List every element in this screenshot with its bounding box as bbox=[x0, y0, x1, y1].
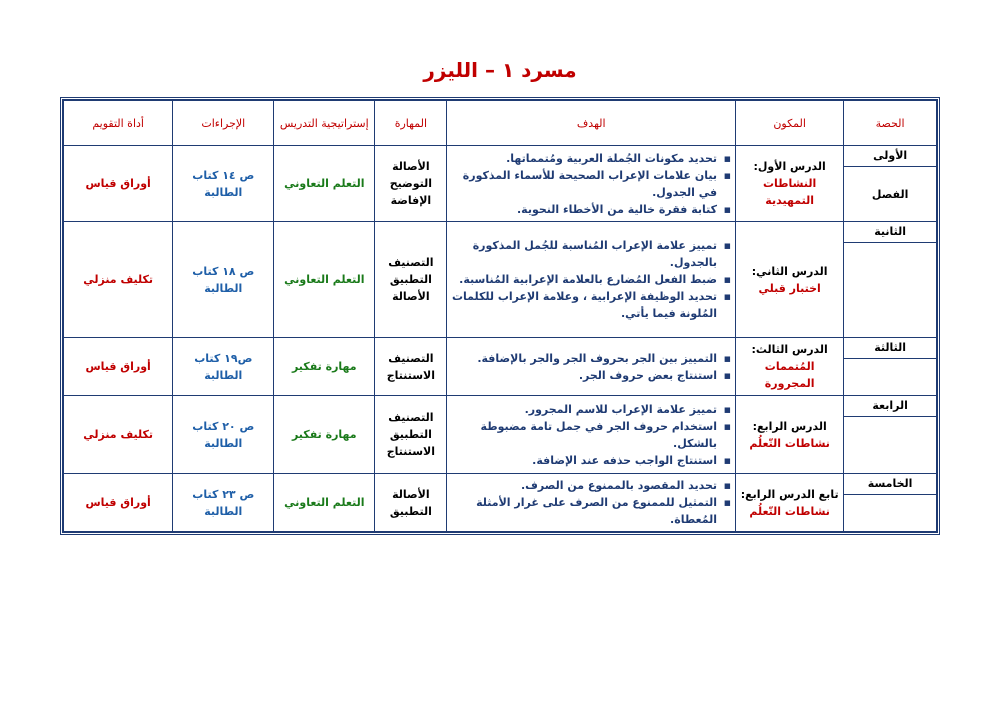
session-label: الخامسة bbox=[844, 474, 936, 495]
lesson-activity: نشاطات التّعلُم bbox=[749, 436, 830, 450]
goals-cell bbox=[447, 474, 736, 532]
header-hadaf: الهدف bbox=[447, 101, 736, 146]
lesson-plan-table-frame bbox=[60, 97, 940, 535]
lesson-name: الدرس الرابع: bbox=[752, 419, 827, 433]
session-cell bbox=[844, 396, 937, 474]
goals-cell bbox=[447, 222, 736, 338]
table-row bbox=[64, 474, 937, 532]
table-row bbox=[64, 222, 937, 338]
lesson-activity: اختبار قبلي bbox=[758, 281, 821, 295]
header-strategy: إستراتيجية التدريس bbox=[274, 101, 375, 146]
goal-item: ▪ تمييز علامة الإعراب للاسم المجرور. bbox=[451, 401, 719, 418]
skill-cell bbox=[375, 146, 447, 222]
goal-item: ▪ ضبط الفعل المُضارع بالعلامة الإعرابية المُناسبة. bbox=[451, 271, 719, 288]
header-assessment: أداة التقويم bbox=[64, 101, 173, 146]
skill-item: الاستنتاج bbox=[386, 445, 436, 458]
assessment-cell: أوراق قياس bbox=[64, 146, 173, 222]
component-cell bbox=[736, 474, 844, 532]
table-row bbox=[64, 396, 937, 474]
table-row bbox=[64, 146, 937, 222]
strategy-cell: مهارة تفكير bbox=[274, 338, 375, 396]
component-cell bbox=[736, 338, 844, 396]
session-sublabel: الفصل bbox=[871, 187, 909, 201]
goals-cell bbox=[447, 146, 736, 222]
skill-item: الأصالة bbox=[392, 160, 430, 173]
session-label: الأولى bbox=[844, 146, 936, 167]
goal-item: ▪ استنتاج الواجب حذفه عند الإضافة. bbox=[451, 452, 719, 469]
skill-item: التصنيف bbox=[388, 411, 434, 424]
session-label: الثانية bbox=[844, 222, 936, 243]
lesson-name: الدرس الثاني: bbox=[751, 264, 828, 278]
table-row bbox=[64, 338, 937, 396]
skill-item: التطبيق bbox=[389, 504, 432, 518]
strategy-cell: مهارة تفكير bbox=[274, 396, 375, 474]
skill-item: التطبيق bbox=[389, 428, 432, 441]
session-cell bbox=[844, 474, 937, 532]
lesson-name: الدرس الأول: bbox=[753, 160, 826, 173]
goal-item: ▪ التمثيل للممنوع من الصرف على غرار الأمثلة المُعطاة. bbox=[451, 494, 719, 528]
goal-item: ▪ تحديد مكونات الجُملة العربية ومُتمماتها. bbox=[451, 150, 719, 167]
procedure-cell: ص ٢٣ كتاب الطالبة bbox=[173, 474, 274, 532]
procedure-cell: ص ٢٠ كتاب الطالبة bbox=[173, 396, 274, 474]
skill-cell bbox=[375, 474, 447, 532]
lesson-name: الدرس الثالث: bbox=[751, 343, 828, 356]
skill-item: الاستنتاج bbox=[386, 368, 436, 382]
goal-item: ▪ تحديد الوظيفة الإعرابية ، وعلامة الإعراب للكلمات المُلونة فيما يأتي. bbox=[451, 288, 719, 322]
component-cell bbox=[736, 146, 844, 222]
skill-cell bbox=[375, 338, 447, 396]
skill-item: التصنيف bbox=[388, 256, 434, 269]
procedure-cell: ص١٩ كتاب الطالبة bbox=[173, 338, 274, 396]
skill-item: الأصالة bbox=[392, 487, 430, 501]
goal-item: ▪ استخدام حروف الجر في جمل تامة مضبوطة بالشكل. bbox=[451, 418, 719, 452]
session-cell bbox=[844, 222, 937, 338]
lesson-activity: المُتممات المجرورة bbox=[764, 360, 815, 390]
skill-item: الأصالة bbox=[392, 290, 430, 303]
session-label: الرابعة bbox=[844, 396, 936, 417]
skill-cell bbox=[375, 222, 447, 338]
lesson-activity: النشاطات التمهيدية bbox=[763, 177, 817, 207]
lesson-name: تابع الدرس الرابع: bbox=[740, 487, 839, 501]
procedure-cell: ص ١٤ كتاب الطالبة bbox=[173, 146, 274, 222]
goals-cell bbox=[447, 338, 736, 396]
page-title: مسرد ١ – الليزر bbox=[423, 58, 577, 82]
header-mahara: المهارة bbox=[375, 101, 447, 146]
skill-item: التطبيق bbox=[389, 273, 432, 286]
assessment-cell: تكليف منزلي bbox=[64, 396, 173, 474]
assessment-cell: تكليف منزلي bbox=[64, 222, 173, 338]
assessment-cell: أوراق قياس bbox=[64, 338, 173, 396]
skill-item: التوضيح bbox=[389, 177, 433, 190]
skill-item: الإفاضة bbox=[390, 194, 432, 207]
strategy-cell: التعلم التعاوني bbox=[274, 146, 375, 222]
component-cell bbox=[736, 222, 844, 338]
goal-item: ▪ استنتاج بعض حروف الجر. bbox=[451, 367, 719, 384]
lesson-plan-table bbox=[63, 100, 937, 532]
strategy-cell: التعلم التعاوني bbox=[274, 474, 375, 532]
goals-cell bbox=[447, 396, 736, 474]
skill-cell bbox=[375, 396, 447, 474]
goal-item: ▪ التمييز بين الجر بحروف الجر والجر بالإضافة. bbox=[451, 350, 719, 367]
session-cell bbox=[844, 146, 937, 222]
assessment-cell: أوراق قياس bbox=[64, 474, 173, 532]
goal-item: ▪ بيان علامات الإعراب الصحيحة للأسماء المذكورة في الجدول. bbox=[451, 167, 719, 201]
skill-item: التصنيف bbox=[388, 351, 434, 365]
header-mokawen: المكون bbox=[736, 101, 844, 146]
goal-item: ▪ تحديد المقصود بالممنوع من الصرف. bbox=[451, 477, 719, 494]
header-procedures: الإجراءات bbox=[173, 101, 274, 146]
strategy-cell: التعلم التعاوني bbox=[274, 222, 375, 338]
goal-item: ▪ تمييز علامة الإعراب المُناسبة للجُمل المذكورة بالجدول. bbox=[451, 237, 719, 271]
procedure-cell: ص ١٨ كتاب الطالبة bbox=[173, 222, 274, 338]
component-cell bbox=[736, 396, 844, 474]
session-label: الثالثة bbox=[844, 338, 936, 359]
session-cell bbox=[844, 338, 937, 396]
header-hissa: الحصة bbox=[844, 101, 937, 146]
lesson-activity: نشاطات التّعلُم bbox=[749, 504, 830, 518]
goal-item: ▪ كتابة فقرة خالية من الأخطاء النحوية. bbox=[451, 201, 719, 218]
header-row bbox=[64, 101, 937, 146]
